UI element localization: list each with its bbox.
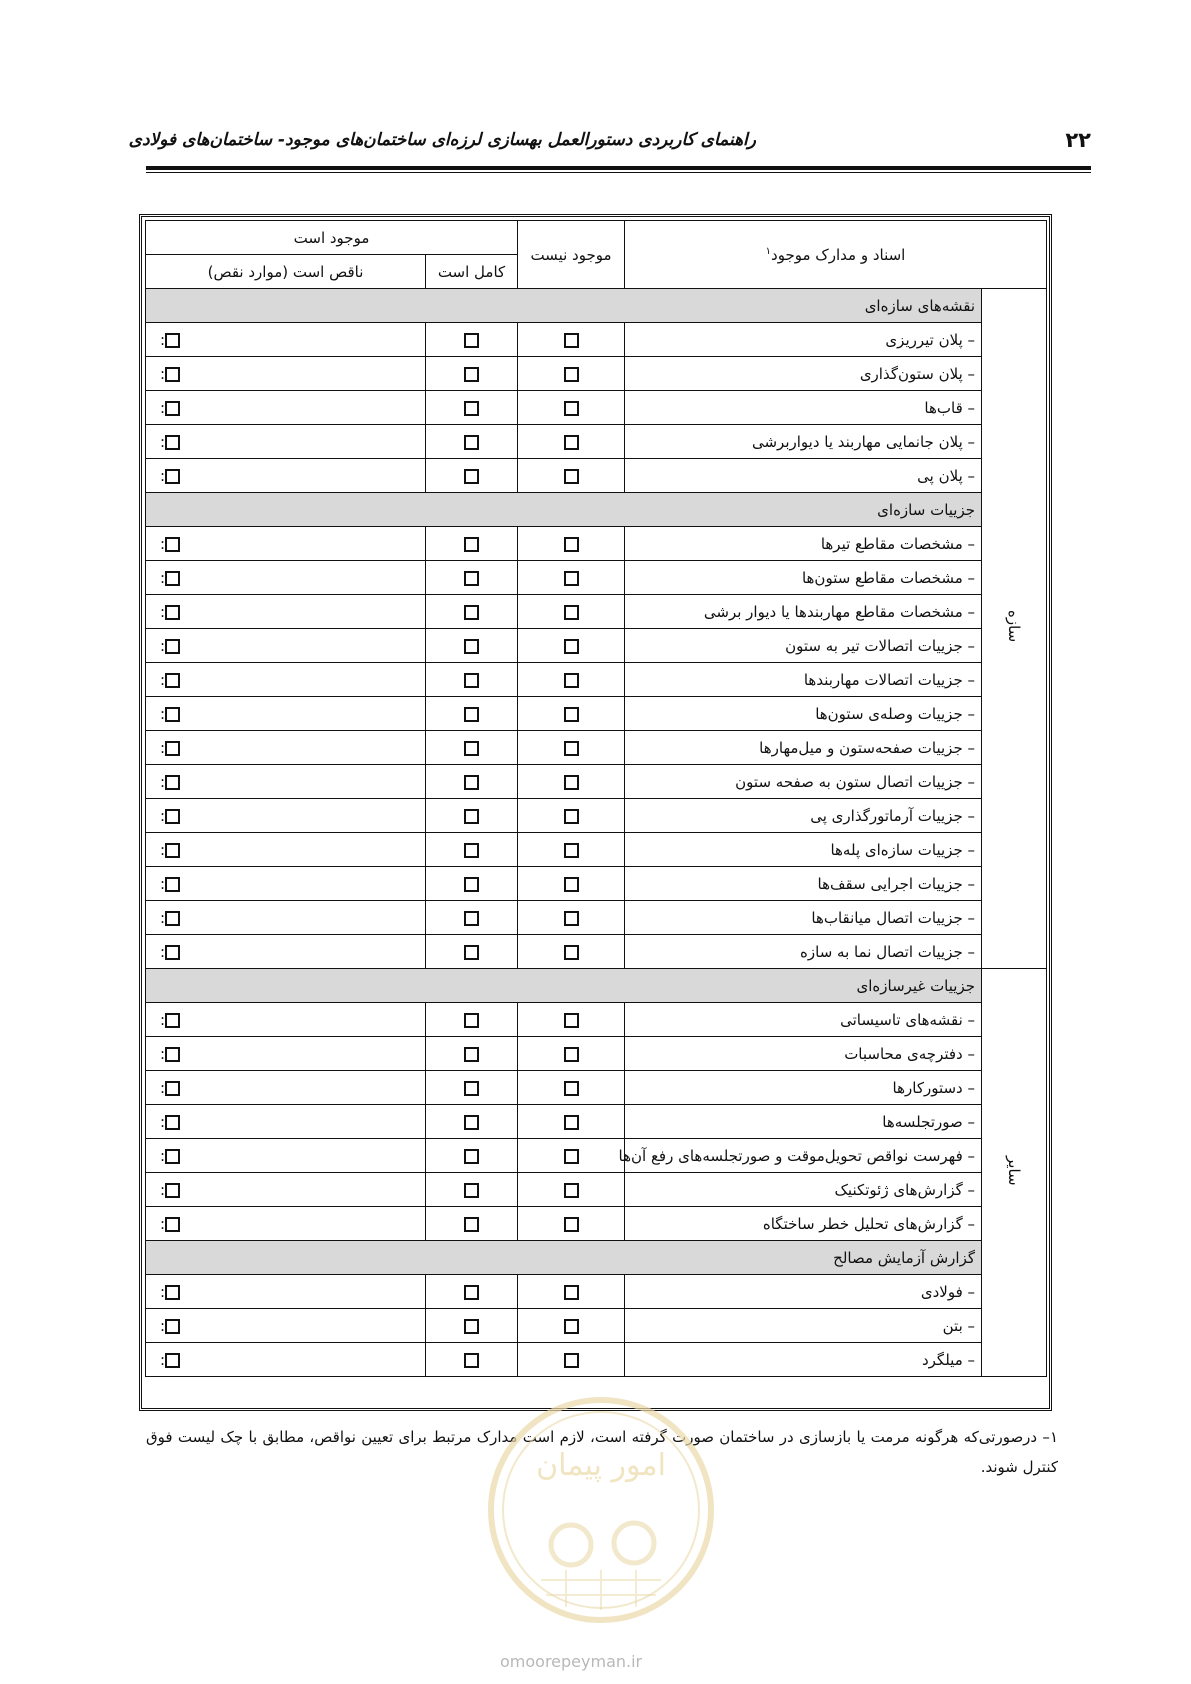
not-available-checkbox-cell [518,323,625,357]
side-label-text: سایر [1005,1155,1024,1186]
incomplete-colon: : [160,466,166,485]
incomplete-checkbox[interactable] [165,775,180,790]
side-label-structure [982,289,1047,969]
complete-checkbox[interactable] [464,1285,479,1300]
not-available-checkbox[interactable] [564,1047,579,1062]
document-item-label: – پلان تیرریزی [625,323,982,357]
incomplete-cell [146,1343,426,1377]
complete-checkbox-cell [426,1003,518,1037]
not-available-checkbox[interactable] [564,741,579,756]
side-label-text: سازه [1005,610,1024,643]
incomplete-checkbox[interactable] [165,945,180,960]
not-available-checkbox[interactable] [564,945,579,960]
not-available-checkbox-cell [518,1003,625,1037]
incomplete-colon: : [160,602,166,621]
document-item-label: – بتن [625,1309,982,1343]
document-item-label: – جزییات اتصالات مهاربندها [625,663,982,697]
complete-checkbox-cell [426,901,518,935]
available-header: موجود است [146,221,518,255]
document-item-label: – جزییات سازه‌ای پله‌ها [625,833,982,867]
not-available-checkbox-cell [518,357,625,391]
incomplete-checkbox[interactable] [165,605,180,620]
complete-checkbox[interactable] [464,1353,479,1368]
complete-checkbox-cell [426,391,518,425]
incomplete-cell [146,799,426,833]
incomplete-cell [146,867,426,901]
document-item-label: – پلان ستون‌گذاری [625,357,982,391]
table-row [146,697,1047,731]
complete-checkbox[interactable] [464,945,479,960]
complete-checkbox[interactable] [464,843,479,858]
complete-checkbox[interactable] [464,707,479,722]
incomplete-checkbox[interactable] [165,469,180,484]
incomplete-checkbox[interactable] [165,843,180,858]
complete-checkbox[interactable] [464,537,479,552]
documents-header: اسناد و مدارک موجود$^۱$ [625,221,1047,289]
complete-checkbox[interactable] [464,809,479,824]
not-available-checkbox[interactable] [564,673,579,688]
document-item-label: – جزییات آرماتورگذاری پی [625,799,982,833]
table-row [146,901,1047,935]
not-available-checkbox-cell [518,1173,625,1207]
not-available-checkbox-cell [518,901,625,935]
incomplete-checkbox[interactable] [165,1319,180,1334]
document-item-label: – جزییات وصله‌ی ستون‌ها [625,697,982,731]
incomplete-colon: : [160,704,166,723]
incomplete-cell [146,425,426,459]
document-item-label: – فهرست نواقص تحویل‌موقت و صورتجلسه‌های رفع آن‌ها [625,1139,982,1173]
incomplete-cell [146,1173,426,1207]
not-available-checkbox[interactable] [564,1081,579,1096]
incomplete-checkbox[interactable] [165,1115,180,1130]
not-available-checkbox[interactable] [564,1183,579,1198]
document-item-label: – نقشه‌های تاسیساتی [625,1003,982,1037]
incomplete-cell [146,1309,426,1343]
not-available-checkbox-cell [518,1071,625,1105]
complete-checkbox[interactable] [464,571,479,586]
complete-checkbox-cell [426,1037,518,1071]
incomplete-checkbox[interactable] [165,673,180,688]
complete-checkbox[interactable] [464,1081,479,1096]
incomplete-cell [146,629,426,663]
not-available-checkbox[interactable] [564,333,579,348]
complete-checkbox-cell [426,527,518,561]
incomplete-checkbox[interactable] [165,1285,180,1300]
incomplete-header: ناقص است (موارد نقص) [146,255,426,289]
incomplete-checkbox[interactable] [165,333,180,348]
not-available-checkbox[interactable] [564,911,579,926]
document-item-label: – گزارش‌های ژئوتکنیک [625,1173,982,1207]
incomplete-colon: : [160,874,166,893]
complete-checkbox[interactable] [464,775,479,790]
table-row [146,1037,1047,1071]
incomplete-cell [146,697,426,731]
complete-checkbox[interactable] [464,367,479,382]
complete-checkbox-cell [426,1343,518,1377]
complete-checkbox-cell [426,595,518,629]
incomplete-colon: : [160,908,166,927]
incomplete-cell [146,1275,426,1309]
complete-checkbox-cell [426,867,518,901]
incomplete-cell [146,595,426,629]
table-row [146,1105,1047,1139]
document-item-label: – مشخصات مقاطع ستون‌ها [625,561,982,595]
complete-checkbox-cell [426,561,518,595]
table-row [146,323,1047,357]
not-available-checkbox[interactable] [564,1115,579,1130]
not-available-checkbox-cell [518,561,625,595]
not-available-checkbox-cell [518,425,625,459]
watermark-stamp [486,1395,716,1625]
incomplete-checkbox[interactable] [165,809,180,824]
incomplete-colon: : [160,772,166,791]
complete-checkbox-cell [426,697,518,731]
not-available-checkbox-cell [518,867,625,901]
document-item-label: – گزارش‌های تحلیل خطر ساختگاه [625,1207,982,1241]
incomplete-colon: : [160,1044,166,1063]
table-row [146,459,1047,493]
complete-checkbox[interactable] [464,401,479,416]
incomplete-colon: : [160,942,166,961]
incomplete-cell [146,731,426,765]
group-title: نقشه‌های سازه‌ای [146,289,982,323]
incomplete-cell [146,561,426,595]
complete-checkbox[interactable] [464,639,479,654]
complete-checkbox-cell [426,1139,518,1173]
complete-checkbox-cell [426,1207,518,1241]
incomplete-colon: : [160,738,166,757]
table-row [146,867,1047,901]
complete-checkbox-cell [426,663,518,697]
table-row [146,1343,1047,1377]
not-available-checkbox-cell [518,1309,625,1343]
side-label-other [982,969,1047,1377]
complete-checkbox-cell [426,765,518,799]
complete-checkbox[interactable] [464,605,479,620]
table-row [146,1139,1047,1173]
document-item-label: – جزییات اتصالات تیر به ستون [625,629,982,663]
not-available-checkbox-cell [518,459,625,493]
complete-checkbox[interactable] [464,469,479,484]
document-item-label: – جزییات اتصال ستون به صفحه ستون [625,765,982,799]
table-row [146,1207,1047,1241]
incomplete-colon: : [160,568,166,587]
stamp-text: امور پیمان [536,1448,666,1483]
incomplete-checkbox[interactable] [165,911,180,926]
document-item-label: – پلان پی [625,459,982,493]
not-available-checkbox[interactable] [564,435,579,450]
incomplete-cell [146,901,426,935]
incomplete-colon: : [160,636,166,655]
incomplete-colon: : [160,1112,166,1131]
table-row [146,1173,1047,1207]
document-item-label: – جزییات اتصال نما به سازه [625,935,982,969]
complete-checkbox[interactable] [464,1115,479,1130]
complete-checkbox[interactable] [464,1319,479,1334]
complete-checkbox-cell [426,1309,518,1343]
not-available-checkbox[interactable] [564,367,579,382]
incomplete-checkbox[interactable] [165,367,180,382]
not-available-checkbox[interactable] [564,605,579,620]
table-row [146,391,1047,425]
complete-checkbox[interactable] [464,1013,479,1028]
document-item-label: – پلان جانمایی مهاربند یا دیواربرشی [625,425,982,459]
group-row [146,493,1047,527]
incomplete-checkbox[interactable] [165,741,180,756]
incomplete-colon: : [160,1282,166,1301]
incomplete-colon: : [160,1078,166,1097]
footnote: ۱– درصورتی‌که هرگونه مرمت یا بازسازی در ساختمان صورت گرفته است، لازم است مدارک مرتبط برای تعیین نواقص، مطابق با چک لیست فوق کنترل شوند. [146,1428,1058,1476]
incomplete-colon: : [160,364,166,383]
incomplete-checkbox[interactable] [165,1183,180,1198]
watermark-site: omoorepeyman.ir [500,1652,643,1671]
incomplete-cell [146,1139,426,1173]
incomplete-cell [146,357,426,391]
not-available-checkbox-cell [518,1343,625,1377]
incomplete-colon: : [160,670,166,689]
table-row [146,663,1047,697]
incomplete-cell [146,1071,426,1105]
incomplete-colon: : [160,840,166,859]
group-row [146,1241,1047,1275]
not-available-checkbox-cell [518,697,625,731]
not-available-checkbox-cell [518,1275,625,1309]
incomplete-checkbox[interactable] [165,639,180,654]
complete-checkbox-cell [426,459,518,493]
complete-checkbox[interactable] [464,1217,479,1232]
not-available-checkbox-cell [518,595,625,629]
incomplete-checkbox[interactable] [165,1217,180,1232]
incomplete-checkbox[interactable] [165,1013,180,1028]
incomplete-cell [146,663,426,697]
table-row [146,561,1047,595]
table-row [146,527,1047,561]
table-row [146,765,1047,799]
not-available-checkbox[interactable] [564,639,579,654]
group-title: گزارش آزمایش مصالح [146,1241,982,1275]
table-row [146,1309,1047,1343]
document-item-label: – جزییات صفحه‌ستون و میل‌مهارها [625,731,982,765]
not-available-checkbox-cell [518,1037,625,1071]
not-available-checkbox[interactable] [564,537,579,552]
not-available-checkbox[interactable] [564,775,579,790]
document-item-label: – مشخصات مقاطع تیرها [625,527,982,561]
document-item-label: – فولادی [625,1275,982,1309]
table-row [146,833,1047,867]
not-available-checkbox-cell [518,765,625,799]
incomplete-checkbox[interactable] [165,1081,180,1096]
complete-checkbox-cell [426,1275,518,1309]
incomplete-checkbox[interactable] [165,571,180,586]
incomplete-cell [146,765,426,799]
complete-checkbox-cell [426,323,518,357]
table-row [146,357,1047,391]
incomplete-colon: : [160,1146,166,1165]
not-available-checkbox-cell [518,833,625,867]
complete-checkbox[interactable] [464,1183,479,1198]
incomplete-colon: : [160,1010,166,1029]
not-available-header: موجود نیست [518,221,625,289]
document-item-label: – جزییات اتصال میانقاب‌ها [625,901,982,935]
incomplete-checkbox[interactable] [165,707,180,722]
not-available-checkbox-cell [518,663,625,697]
page-number: ۲۲ [1065,128,1091,152]
incomplete-cell [146,323,426,357]
document-item-label: – دفترچه‌ی محاسبات [625,1037,982,1071]
document-item-label: – قاب‌ها [625,391,982,425]
incomplete-cell [146,935,426,969]
header-row-1 [146,221,1047,255]
complete-checkbox-cell [426,1173,518,1207]
complete-checkbox-cell [426,935,518,969]
not-available-checkbox[interactable] [564,1353,579,1368]
complete-checkbox-cell [426,357,518,391]
group-row [146,289,1047,323]
not-available-checkbox-cell [518,1139,625,1173]
not-available-checkbox[interactable] [564,1013,579,1028]
document-item-label: – صورتجلسه‌ها [625,1105,982,1139]
table-row [146,731,1047,765]
complete-checkbox-cell [426,425,518,459]
table-row [146,595,1047,629]
running-title: راهنمای کاربردی دستورالعمل بهسازی لرزه‌ای ساختمان‌های موجود- ساختمان‌های فولادی [128,130,756,150]
complete-checkbox-cell [426,1071,518,1105]
table-row [146,629,1047,663]
complete-checkbox[interactable] [464,673,479,688]
incomplete-cell [146,1037,426,1071]
complete-checkbox-cell [426,799,518,833]
incomplete-cell [146,391,426,425]
incomplete-colon: : [160,1350,166,1369]
incomplete-checkbox[interactable] [165,435,180,450]
table-row [146,1003,1047,1037]
incomplete-checkbox[interactable] [165,401,180,416]
document-item-label: – مشخصات مقاطع مهاربندها یا دیوار برشی [625,595,982,629]
incomplete-cell [146,527,426,561]
complete-checkbox[interactable] [464,333,479,348]
group-title: جزییات سازه‌ای [146,493,982,527]
incomplete-cell [146,1105,426,1139]
incomplete-checkbox[interactable] [165,1149,180,1164]
table-row [146,1275,1047,1309]
incomplete-colon: : [160,806,166,825]
incomplete-colon: : [160,534,166,553]
table-row [146,935,1047,969]
incomplete-checkbox[interactable] [165,1047,180,1062]
not-available-checkbox[interactable] [564,877,579,892]
incomplete-colon: : [160,330,166,349]
incomplete-cell [146,1207,426,1241]
not-available-checkbox-cell [518,1105,625,1139]
not-available-checkbox[interactable] [564,469,579,484]
table-row [146,425,1047,459]
document-item-label: – میلگرد [625,1343,982,1377]
incomplete-colon: : [160,1214,166,1233]
not-available-checkbox-cell [518,629,625,663]
table-row [146,799,1047,833]
not-available-checkbox-cell [518,731,625,765]
not-available-checkbox[interactable] [564,571,579,586]
incomplete-checkbox[interactable] [165,537,180,552]
not-available-checkbox[interactable] [564,1217,579,1232]
incomplete-cell [146,833,426,867]
complete-checkbox[interactable] [464,911,479,926]
incomplete-checkbox[interactable] [165,1353,180,1368]
complete-checkbox-cell [426,731,518,765]
incomplete-cell [146,1003,426,1037]
not-available-checkbox[interactable] [564,809,579,824]
not-available-checkbox[interactable] [564,843,579,858]
incomplete-cell [146,459,426,493]
incomplete-checkbox[interactable] [165,877,180,892]
group-title: جزییات غیرسازه‌ای [146,969,982,1003]
complete-header: کامل است [426,255,518,289]
not-available-checkbox[interactable] [564,1319,579,1334]
header-rule-thin [146,172,1091,173]
page-header [128,120,1091,160]
not-available-checkbox-cell [518,1207,625,1241]
not-available-checkbox-cell [518,935,625,969]
incomplete-colon: : [160,1180,166,1199]
complete-checkbox-cell [426,629,518,663]
not-available-checkbox[interactable] [564,401,579,416]
not-available-checkbox[interactable] [564,1285,579,1300]
complete-checkbox[interactable] [464,741,479,756]
complete-checkbox[interactable] [464,435,479,450]
incomplete-colon: : [160,1316,166,1335]
group-row [146,969,1047,1003]
document-item-label: – جزییات اجرایی سقف‌ها [625,867,982,901]
not-available-checkbox-cell [518,391,625,425]
not-available-checkbox[interactable] [564,707,579,722]
incomplete-colon: : [160,398,166,417]
complete-checkbox[interactable] [464,1149,479,1164]
not-available-checkbox[interactable] [564,1149,579,1164]
checklist-table [145,220,1047,1377]
header-rule-thick [146,166,1091,170]
complete-checkbox-cell [426,1105,518,1139]
incomplete-colon: : [160,432,166,451]
complete-checkbox[interactable] [464,877,479,892]
table-row [146,1071,1047,1105]
document-item-label: – دستورکارها [625,1071,982,1105]
complete-checkbox[interactable] [464,1047,479,1062]
not-available-checkbox-cell [518,799,625,833]
not-available-checkbox-cell [518,527,625,561]
complete-checkbox-cell [426,833,518,867]
